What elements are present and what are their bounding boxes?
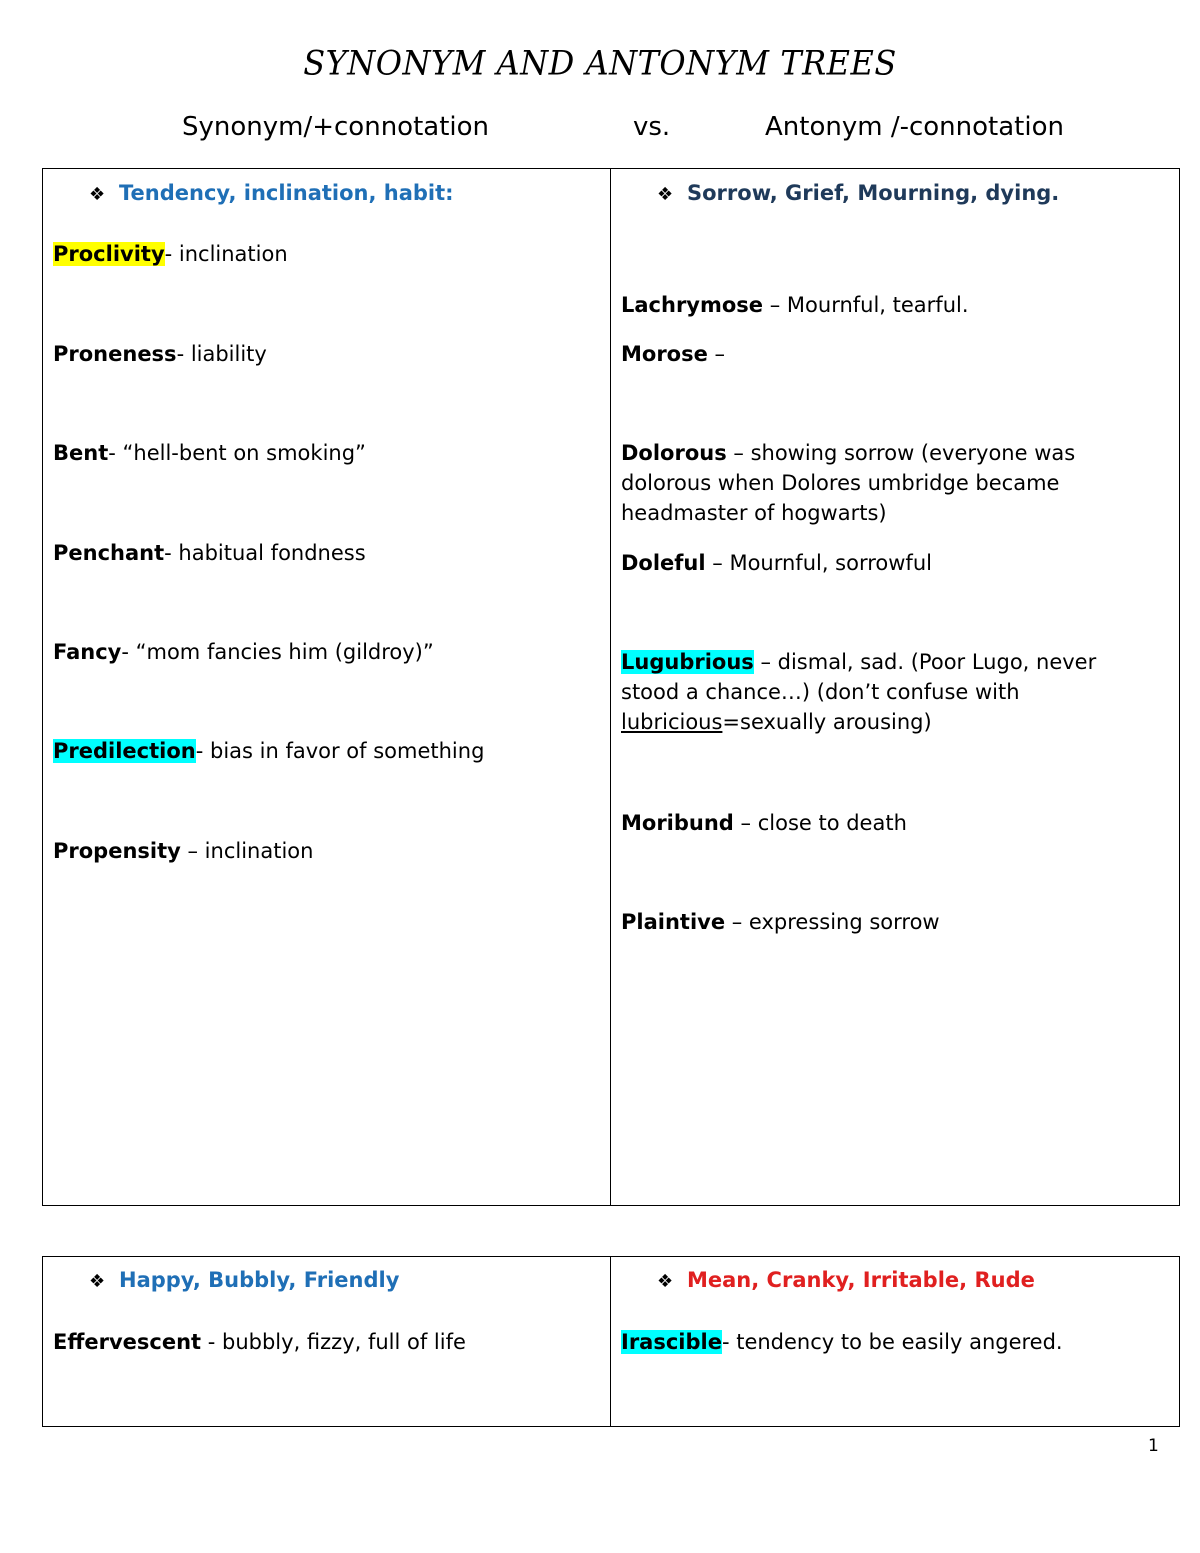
term-proclivity: Proclivity: [53, 242, 165, 266]
entry-lugubrious: Lugubrious – dismal, sad. (Poor Lugo, never stood a chance…) (don’t confuse with lubricious=sexually arousing): [621, 650, 1097, 734]
term-irascible: Irascible: [621, 1330, 722, 1354]
sorrow-heading: ❖ Sorrow, Grief, Mourning, dying.: [657, 181, 1060, 205]
happy-heading: ❖ Happy, Bubbly, Friendly: [89, 1268, 400, 1292]
entry-predilection: Predilection- bias in favor of something: [53, 739, 485, 763]
entry-lachrymose: Lachrymose – Mournful, tearful.: [621, 293, 969, 317]
entry-moribund: Moribund – close to death: [621, 811, 907, 835]
synonym-cell-tendency: [43, 169, 611, 1206]
term-proneness: Proneness: [53, 342, 177, 366]
synonym-antonym-table-1: [42, 168, 1180, 1206]
diamond-bullet-icon: ❖: [89, 1271, 106, 1292]
tendency-heading: ❖ Tendency, inclination, habit:: [89, 181, 454, 205]
term-lubricious: lubricious: [621, 710, 723, 734]
entry-bent: Bent- “hell-bent on smoking”: [53, 441, 366, 465]
entry-irascible: Irascible- tendency to be easily angered.: [621, 1330, 1063, 1354]
entry-penchant: Penchant- habitual fondness: [53, 541, 366, 565]
mean-heading: ❖ Mean, Cranky, Irritable, Rude: [657, 1268, 1035, 1292]
term-doleful: Doleful: [621, 551, 706, 575]
page-title: SYNONYM AND ANTONYM TREES: [303, 43, 897, 83]
entry-dolorous: Dolorous – showing sorrow (everyone was dolorous when Dolores umbridge became headmaster of hogwarts): [621, 441, 1076, 525]
diamond-bullet-icon: ❖: [657, 184, 674, 205]
term-fancy: Fancy: [53, 640, 122, 664]
antonym-cell-mean: [611, 1257, 1180, 1427]
entry-plaintive: Plaintive – expressing sorrow: [621, 910, 940, 934]
term-propensity: Propensity: [53, 839, 181, 863]
term-dolorous: Dolorous: [621, 441, 727, 465]
term-morose: Morose: [621, 342, 708, 366]
term-penchant: Penchant: [53, 541, 165, 565]
diamond-bullet-icon: ❖: [657, 1271, 674, 1292]
diamond-bullet-icon: ❖: [89, 184, 106, 205]
entry-effervescent: Effervescent - bubbly, fizzy, full of life: [53, 1330, 466, 1354]
entry-proneness: Proneness- liability: [53, 342, 267, 366]
entry-fancy: Fancy- “mom fancies him (gildroy)”: [53, 640, 434, 664]
term-moribund: Moribund: [621, 811, 734, 835]
entry-morose: Morose –: [621, 342, 726, 366]
versus-label: vs.: [633, 112, 671, 142]
term-lachrymose: Lachrymose: [621, 293, 764, 317]
entry-propensity: Propensity – inclination: [53, 839, 314, 863]
term-effervescent: Effervescent: [53, 1330, 202, 1354]
term-plaintive: Plaintive: [621, 910, 726, 934]
term-predilection: Predilection: [53, 739, 196, 763]
entry-proclivity: Proclivity- inclination: [53, 242, 288, 266]
synonym-cell-happy: [43, 1257, 611, 1427]
antonym-cell-sorrow: [611, 169, 1180, 1206]
synonym-antonym-table-2: [42, 1256, 1180, 1427]
entry-doleful: Doleful – Mournful, sorrowful: [621, 551, 932, 575]
antonym-column-label: Antonym /-connotation: [765, 112, 1064, 142]
term-lugubrious: Lugubrious: [621, 650, 754, 674]
page-number: 1: [1148, 1436, 1159, 1456]
term-bent: Bent: [53, 441, 109, 465]
synonym-column-label: Synonym/+connotation: [182, 112, 490, 142]
